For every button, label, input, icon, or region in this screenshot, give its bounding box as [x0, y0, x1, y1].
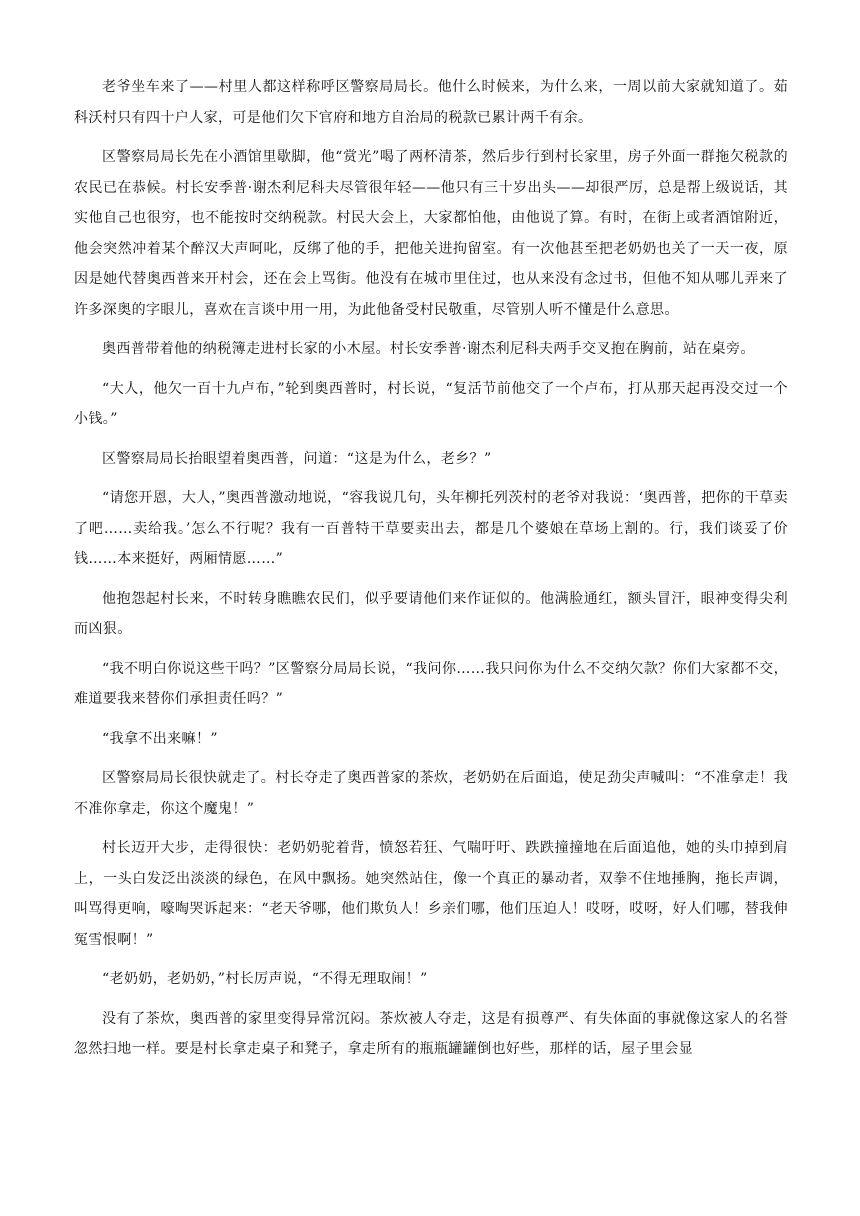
paragraph: “我不明白你说这些干吗？”区警察分局局长说，“我问你……我只问你为什么不交纳欠款？你们大家都不交，难道要我来替你们承担责任吗？”	[74, 660, 788, 707]
paragraph: “我拿不出来嘛！”	[102, 730, 218, 747]
paragraph: 村长迈开大步，走得很快：老奶奶驼着背，愤怒若狂、气喘吁吁、跌跌撞撞地在后面追他，她的头巾掉到肩上，一头白发泛出淡淡的绿色，在风中飘扬。她突然站住，像一个真正的暴动者，双拳不住地捶胸，拖长声调，叫骂得更响，嚎啕哭诉起来：“老天爷哪，他们欺负人！乡亲们哪，他们压迫人！哎呀，哎呀，好人们哪，替我伸冤雪恨啊！”	[74, 840, 788, 948]
paragraph: “请您开恩，大人，”奥西普激动地说，“容我说几句，头年柳托列茨村的老爷对我说：‘奥西普，把你的干草卖了吧……卖给我。’怎么不行呢？我有一百普特干草要卖出去，都是几个婆娘在草场上割的。行，我们谈妥了价钱……本来挺好，两厢情愿……”	[74, 490, 788, 567]
paragraph: 区警察局局长很快就走了。村长夺走了奥西普家的茶炊，老奶奶在后面追，使足劲尖声喊叫：“不准拿走！我不准你拿走，你这个魔鬼！”	[74, 770, 788, 817]
paragraph: “老奶奶，老奶奶，”村长厉声说，“不得无理取闹！”	[102, 971, 428, 987]
paragraph: 区警察局局长抬眼望着奥西普，问道：“这是为什么，老乡？”	[102, 450, 492, 467]
paragraph: “大人，他欠一百十九卢布，”轮到奥西普时，村长说，“复活节前他交了一个卢布，打从那天起再没交过一个小钱。”	[74, 380, 788, 427]
paragraph: 他抱怨起村长来，不时转身瞧瞧农民们，似乎要请他们来作证似的。他满脸通红，额头冒汗，眼神变得尖利而凶狠。	[74, 590, 788, 637]
paragraph: 老爷坐车来了——村里人都这样称呼区警察局局长。他什么时候来，为什么来，一周以前大家就知道了。茹科沃村只有四十户人家，可是他们欠下官府和地方自治局的税款已累计两千有余。	[74, 79, 788, 126]
document-page	[74, 72, 788, 1074]
paragraph: 奥西普带着他的纳税簿走进村长家的小木屋。村长安季普·谢杰利尼科夫两手交叉抱在胸前，站在桌旁。	[102, 341, 755, 357]
paragraph: 区警察局局长先在小酒馆里歇脚，他“赏光”喝了两杯清茶，然后步行到村长家里，房子外面一群拖欠税款的农民已在恭候。村长安季普·谢杰利尼科夫尽管很年轻——他只有三十岁出头——却很严厉，总是帮上级说话，其实他自己也很穷，也不能按时交纳税款。村民大会上，大家都怕他，由他说了算。有时，在街上或者酒馆附近，他会突然冲着某个醉汉大声呵叱，反绑了他的手，把他关进拘留室。有一次他甚至把老奶奶也关了一天一夜，原因是她代替奥西普来开村会，还在会上骂街。他没有在城市里住过，也从来没有念过书，但他不知从哪儿弄来了许多深奥的字眼儿，喜欢在言谈中用一用，为此他备受村民敬重，尽管别人听不懂是什么意思。	[74, 149, 788, 318]
paragraph: 没有了茶炊，奥西普的家里变得异常沉闷。茶炊被人夺走，这是有损尊严、有失体面的事就像这家人的名誉忽然扫地一样。要是村长拿走桌子和凳子，拿走所有的瓶瓶罐罐倒也好些，那样的话，屋子里会显	[74, 1010, 788, 1057]
